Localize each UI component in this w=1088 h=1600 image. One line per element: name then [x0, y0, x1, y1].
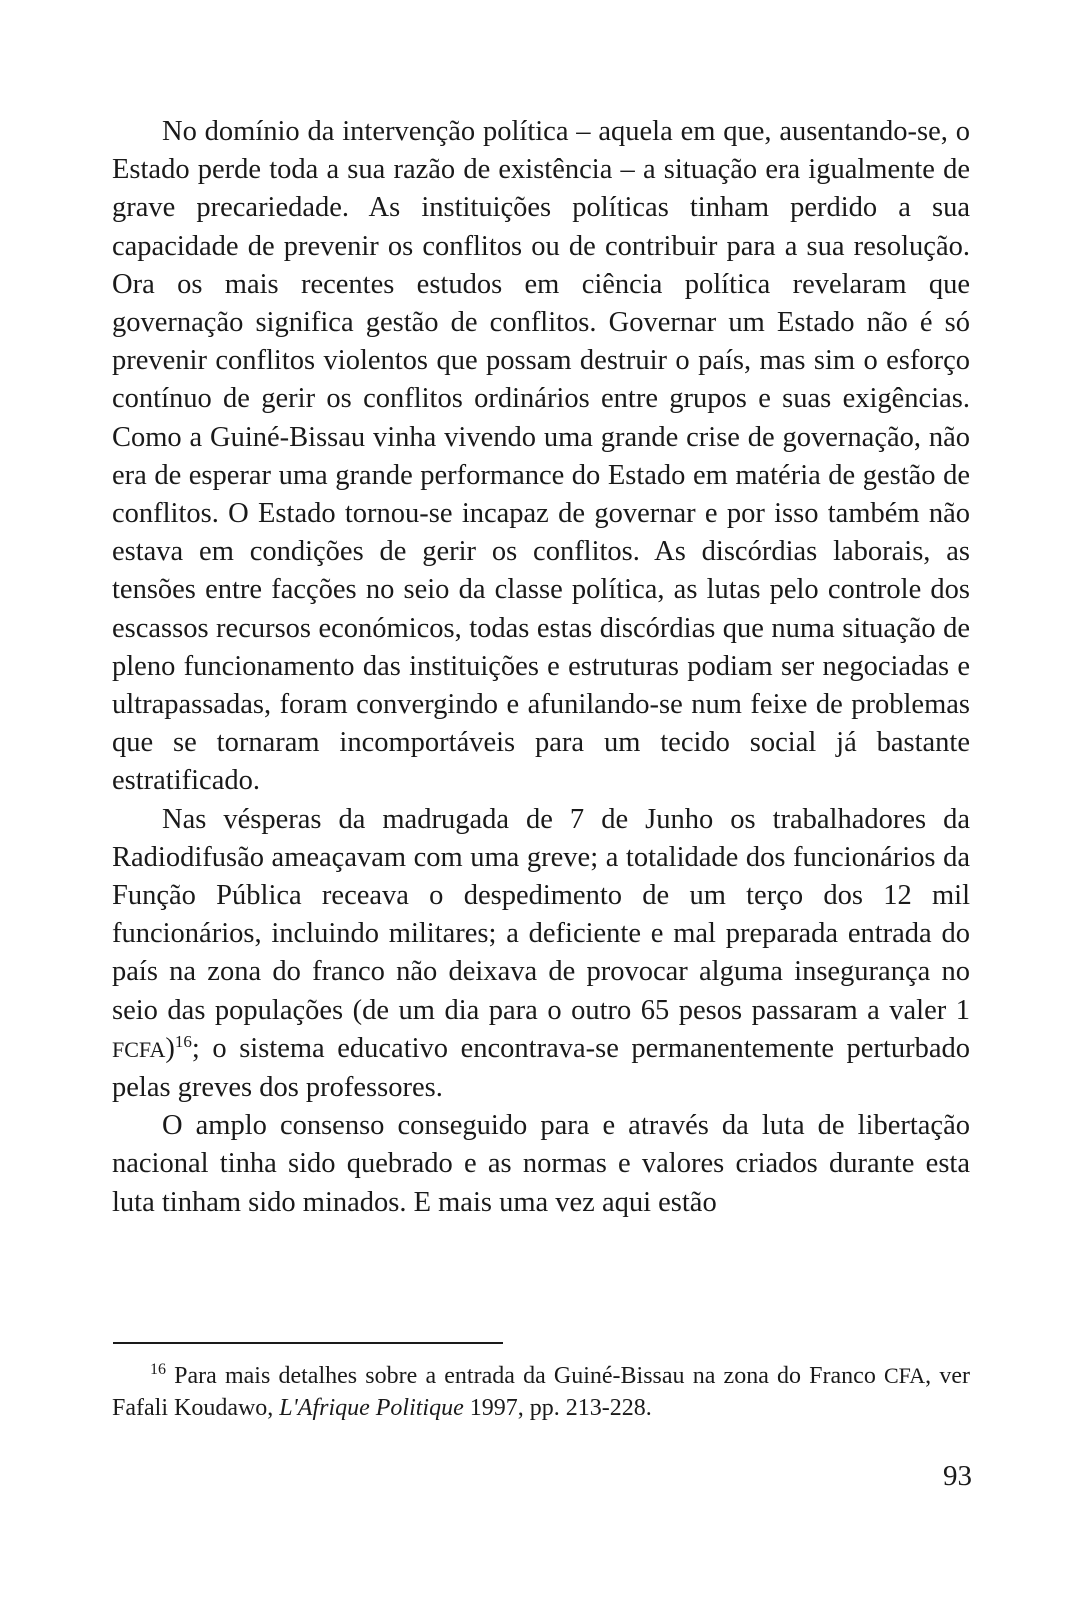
body-text [112, 113, 970, 1222]
footnote-cfa: CFA [884, 1363, 926, 1388]
paragraph-consensus: O amplo consenso conseguido para e através da luta de libertação nacional tinha sido quebrado e as normas e valores criados durante esta luta tinham sido minados. E mais uma vez aqui estão [112, 1110, 970, 1218]
footnote-number: 16 [150, 1361, 166, 1378]
paragraph-june-7-text-after: ; o sistema educativo encontrava-se permanentemente perturbado pelas greves dos professores. [112, 1032, 970, 1104]
page-number: 93 [943, 1460, 972, 1492]
footnote-text [112, 1360, 970, 1424]
footnote-text-before: Para mais detalhes sobre a entrada da Guiné-Bissau na zona do Franco [166, 1363, 884, 1389]
paragraph-june-7-text-before: Nas vésperas da madrugada de 7 de Junho os trabalhadores da Radiodifusão ameaçavam com uma greve; a totalidade dos funcionários da Função Pública receava o despedimento de um terço dos 12 mil funcionários, incluindo militares; a deficiente e mal preparada entrada do país na zona do franco não deixava de provocar alguma insegurança no seio das populações (de um dia para o outro 65 pesos passaram a valer 1 [112, 803, 970, 1026]
footnote-text-mid: , ver Fafali Koudawo, [112, 1363, 970, 1421]
paragraph-governance: No domínio da intervenção política – aquela em que, ausentando-se, o Estado perde toda a sua razão de existência – a situação era igualmente de grave precariedade. As instituições políticas tinham perdido a sua capacidade de prevenir os conflitos ou de contribuir para a sua resolução. Ora os mais recentes estudos em ciência política revelaram que governação significa gestão de conflitos. Governar um Estado não é só prevenir conflitos violentos que possam destruir o país, mas sim o esforço contínuo de gerir os conflitos ordinários entre grupos e suas exigências. Como a Guiné-Bissau vinha vivendo uma grande crise de governação, não era de esperar uma grande performance do Estado em matéria de gestão de conflitos. O Estado tornou-se incapaz de governar e por isso também não estava em condições de gerir os conflitos. As discórdias laborais, as tensões entre facções no seio da classe política, as lutas pelo controle dos escassos recursos económicos, todas estas discórdias que numa situação de pleno funcionamento das instituições e estruturas podiam ser negociadas e ultrapassadas, foram convergindo e afunilando-se num feixe de problemas que se tornaram incomportáveis para um tecido social já bastante estratificado. [112, 116, 970, 797]
closing-paren: ) [165, 1032, 175, 1064]
footnote-publication-title: L'Afrique Politique [279, 1395, 464, 1421]
footnote-ref-16[interactable]: 16 [174, 1031, 192, 1051]
footnote-16 [112, 1360, 970, 1424]
footnote-text-after: 1997, pp. 213-228. [463, 1395, 652, 1421]
paragraph-june-7 [112, 801, 970, 1108]
footnote-separator [113, 1342, 503, 1344]
currency-abbrev: FCFA [112, 1036, 166, 1062]
